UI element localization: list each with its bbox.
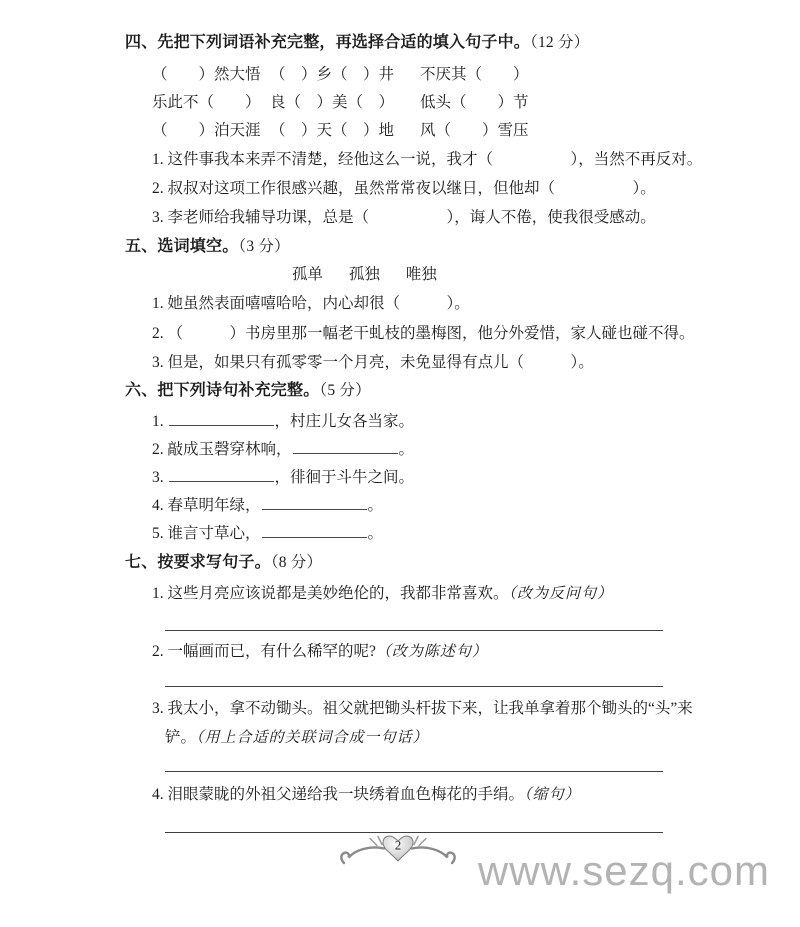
idiom-blank: （ ）乡（ ）井: [270, 66, 395, 83]
item-pre-text: 春草明年绿，: [167, 497, 261, 514]
word-bank-word: 孤单: [292, 266, 324, 283]
word-bank-word: 唯独: [405, 266, 437, 283]
section-6: [125, 381, 713, 548]
rewrite-question: [152, 579, 713, 609]
idiom-blank: （ ）泊天涯: [152, 122, 261, 139]
fill-sentence: 1. 她虽然表面嘻嘻哈哈，内心却很（ ）。: [152, 295, 470, 312]
item-post-text: 。: [367, 497, 384, 514]
question-note: （改为反问句）: [508, 586, 614, 602]
idiom-blank: 不厌其（ ）: [420, 66, 529, 83]
flourish-left-icon: [341, 837, 384, 864]
item-post-text: ，村庄儿女各当家。: [274, 413, 415, 430]
word-bank-word: 孤独: [348, 266, 380, 283]
item-label: 5.: [152, 525, 164, 542]
page-number-ornament: [337, 833, 459, 871]
fill-sentence: 3. 但是，如果只有孤零零一个月亮，未免显得有点儿（ ）。: [152, 354, 594, 371]
watermark: www.sezq.com: [477, 847, 770, 894]
item-post-text: 。: [367, 525, 384, 542]
item-pre-text: 敲成玉磬穿林响，: [167, 441, 292, 458]
section-7-title-text: 七、按要求写句子。: [125, 554, 271, 571]
answer-line: [165, 630, 663, 631]
idiom-blank: （ ）然大悟: [152, 66, 261, 83]
item-label: 1.: [152, 413, 164, 430]
idiom-blank: 乐此不（ ）: [152, 94, 261, 111]
fill-sentence: 2. 叔叔对这项工作很感兴趣，虽然常常夜以继日，但他却（ ）。: [152, 180, 656, 197]
section-5-score: （3 分）: [238, 238, 290, 255]
section-5: [125, 237, 713, 378]
poem-item: [152, 436, 713, 464]
poem-item: [152, 520, 713, 548]
rewrite-question: [152, 780, 713, 810]
idiom-blank: 低头（ ）节: [420, 94, 529, 111]
section-5-title-text: 五、选词填空。: [125, 238, 239, 255]
section-4: [125, 33, 713, 232]
answer-blank: [262, 524, 367, 538]
item-label: 4.: [152, 786, 164, 803]
section-7-title: [125, 553, 713, 573]
answer-line: [165, 771, 663, 772]
section-4-score: （12 分）: [530, 34, 590, 51]
answer-blank: [262, 496, 367, 510]
section-5-title: [125, 237, 713, 257]
poem-item: [152, 492, 713, 520]
question-text: 这些月亮应该说都是美妙绝伦的，我都非常喜欢。: [167, 585, 509, 602]
fill-sentence: 3. 李老师给我辅导功课，总是（ ），诲人不倦，使我很受感动。: [152, 209, 656, 226]
item-label: 3.: [152, 469, 164, 486]
question-text: 我太小，拿不动锄头。祖父就把锄头杆拔下来，让我单拿着那个锄头的“头”来铲。: [165, 700, 693, 746]
question-text: 一幅画而已，有什么稀罕的呢?: [167, 643, 376, 660]
poem-item: [152, 408, 713, 436]
section-5-sentences: [125, 289, 713, 378]
section-6-title-text: 六、把下列诗句补充完整。: [125, 382, 320, 399]
item-label: 2.: [152, 643, 164, 660]
idiom-blank: （ ）天（ ）地: [270, 122, 395, 139]
word-bank: [125, 265, 713, 284]
question-text: 泪眼蒙眬的外祖父递给我一块绣着血色梅花的手绢。: [167, 786, 525, 803]
idiom-grid: [152, 61, 713, 145]
rewrite-question: [152, 637, 713, 667]
item-pre-text: 谁言寸草心，: [167, 525, 261, 542]
section-6-score: （5 分）: [319, 382, 371, 399]
answer-blank: [169, 468, 274, 482]
heart-icon: [383, 836, 413, 861]
item-post-text: 。: [398, 441, 415, 458]
section-7-score: （8 分）: [270, 554, 323, 571]
item-label: 2.: [152, 441, 164, 458]
item-label: 1.: [152, 585, 164, 602]
rewrite-question: [152, 694, 713, 753]
flourish-right-icon: [412, 837, 455, 864]
answer-blank: [293, 440, 398, 454]
question-note: （改为陈述句）: [375, 644, 488, 660]
poem-item: [152, 464, 713, 492]
section-4-title-text: 四、先把下列词语补充完整，再选择合适的填入句子中。: [125, 34, 531, 51]
section-6-title: [125, 381, 713, 401]
page-number: 2: [394, 837, 402, 853]
section-4-title: [125, 33, 713, 53]
section-4-sentences: [125, 145, 713, 232]
fill-sentence: 1. 这件事我本来弄不清楚，经他这么一说，我才（ ），当然不再反对。: [152, 151, 703, 168]
poem-list: [125, 408, 713, 548]
fill-sentence: 2. （ ）书房里那一幅老干虬枝的墨梅图，他分外爱惜，家人碰也碰不得。: [152, 324, 695, 342]
item-label: 3.: [152, 700, 164, 717]
item-post-text: ，徘徊于斗牛之间。: [274, 469, 415, 486]
section-7: [125, 553, 713, 833]
item-label: 4.: [152, 497, 164, 514]
question-note: （缩句）: [524, 787, 581, 803]
idiom-blank: 良（ ）美（ ）: [270, 94, 395, 111]
answer-line: [165, 686, 663, 687]
idiom-blank: 风（ ）雪压: [420, 122, 529, 139]
question-note: （用上合适的关联词合成一句话）: [196, 730, 429, 746]
ornament-svg: [337, 833, 459, 871]
answer-blank: [169, 412, 274, 426]
